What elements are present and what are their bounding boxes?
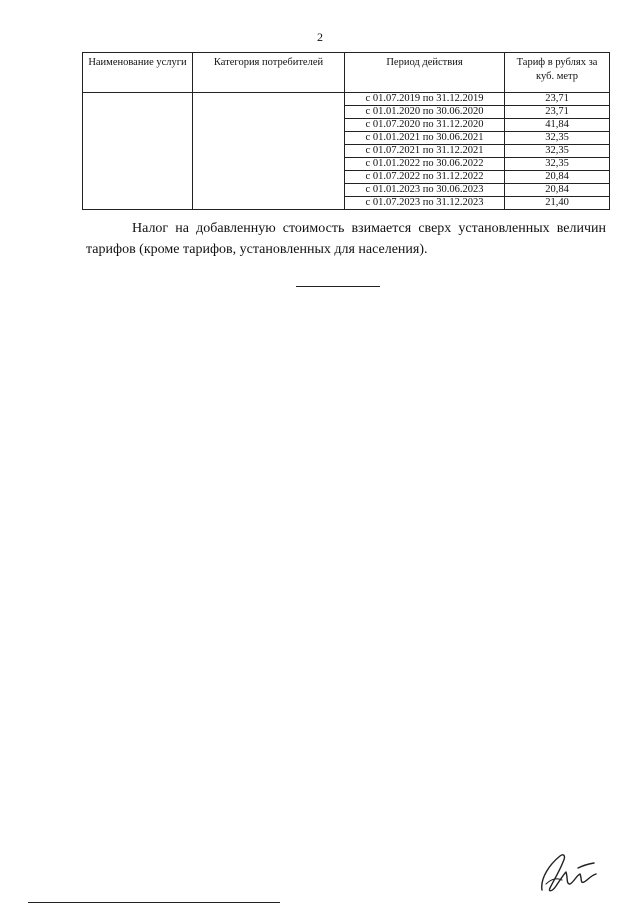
table-row [83, 93, 610, 106]
tariff-cell: 21,40 [505, 197, 610, 210]
tariff-cell: 41,84 [505, 119, 610, 132]
tariff-cell: 20,84 [505, 171, 610, 184]
page-number: 2 [317, 30, 323, 44]
service-cell [83, 93, 193, 210]
period-cell: с 01.01.2022 по 30.06.2022 [345, 158, 505, 171]
header-service: Наименование услуги [83, 53, 193, 93]
category-cell [193, 93, 345, 210]
header-tariff: Тариф в рублях за куб. метр [505, 53, 610, 93]
table-header-row [83, 53, 610, 93]
tariff-cell: 32,35 [505, 132, 610, 145]
tariff-cell: 23,71 [505, 93, 610, 106]
period-cell: с 01.01.2021 по 30.06.2021 [345, 132, 505, 145]
separator-line [296, 286, 380, 287]
header-category: Категория потребителей [193, 53, 345, 93]
period-cell: с 01.07.2022 по 31.12.2022 [345, 171, 505, 184]
tariff-cell: 23,71 [505, 106, 610, 119]
tariff-cell: 32,35 [505, 158, 610, 171]
signature [536, 848, 606, 898]
vat-note: Налог на добавленную стоимость взимается сверх установленных величин тарифов (кроме тарифов, установленных для населения). [86, 221, 606, 257]
period-cell: с 01.01.2020 по 30.06.2020 [345, 106, 505, 119]
header-period: Период действия [345, 53, 505, 93]
period-cell: с 01.07.2019 по 31.12.2019 [345, 93, 505, 106]
period-cell: с 01.01.2023 по 30.06.2023 [345, 184, 505, 197]
period-cell: с 01.07.2020 по 31.12.2020 [345, 119, 505, 132]
period-cell: с 01.07.2021 по 31.12.2021 [345, 145, 505, 158]
tariff-cell: 20,84 [505, 184, 610, 197]
tariff-table [82, 52, 610, 210]
tariff-cell: 32,35 [505, 145, 610, 158]
footer-line [28, 902, 280, 903]
period-cell: с 01.07.2023 по 31.12.2023 [345, 197, 505, 210]
